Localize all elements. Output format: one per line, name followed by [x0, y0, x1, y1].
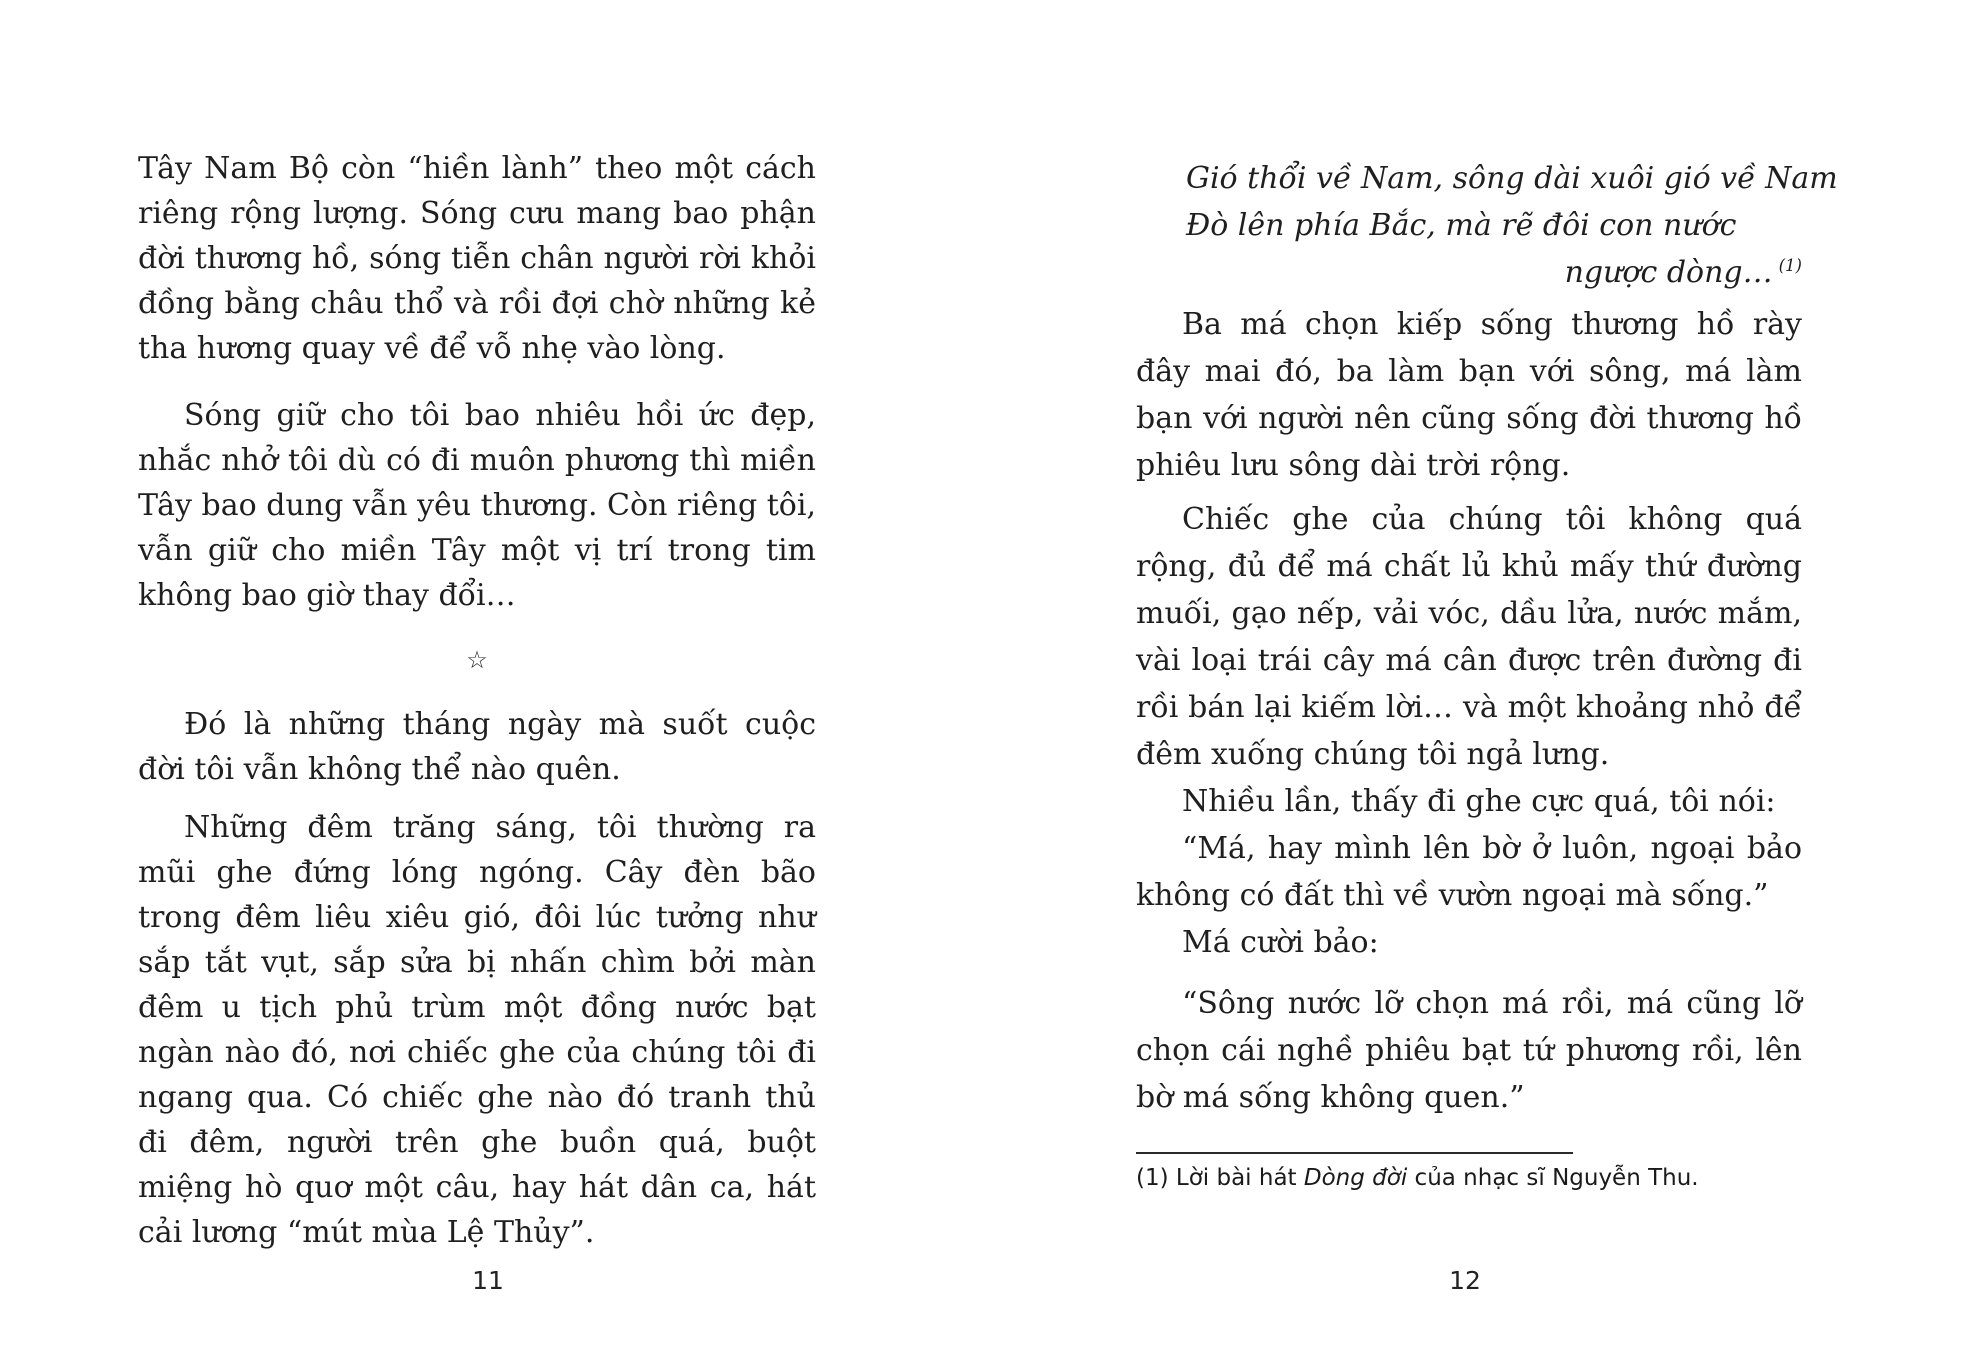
paragraph: Tây Nam Bộ còn “hiền lành” theo một cách riêng rộng lượng. Sóng cưu mang bao phận đời thương hồ, sóng tiễn chân người rời khỏi đồng bằng châu thổ và rồi đợi chờ những kẻ tha hương quay về để vỗ nhẹ vào lòng.: [138, 151, 816, 366]
star-separator-icon: ☆: [466, 646, 488, 674]
footnote-reference-superscript: (1): [1778, 256, 1802, 275]
footnote-prefix: Lời bài hát: [1168, 1165, 1304, 1191]
paragraph: Những đêm trăng sáng, tôi thường ra mũi ghe đứng lóng ngóng. Cây đèn bão trong đêm liêu xiêu gió, đôi lúc tưởng như sắp tắt vụt, sắp sửa bị nhấn chìm bởi màn đêm u tịch phủ trùm một đồng nước bạt ngàn nào đó, nơi chiếc ghe của chúng tôi đi ngang qua. Có chiếc ghe nào đó tranh thủ đi đêm, người trên ghe buồn quá, buột miệng hò quơ một câu, hay hát dân ca, hát cải lương “mút mùa Lệ Thủy”.: [138, 810, 816, 1250]
paragraph: Chiếc ghe của chúng tôi không quá rộng, đủ để má chất lủ khủ mấy thứ đường muối, gạo nếp, vải vóc, dầu lửa, nước mắm, vài loại trái cây má cân được trên đường đi rồi bán lại kiếm lời… và một khoảng nhỏ để đêm xuống chúng tôi ngả lưng.: [1136, 502, 1802, 772]
verse-line: Đò lên phía Bắc, mà rẽ đôi con nước: [1186, 208, 1737, 243]
paragraph: Đó là những tháng ngày mà suốt cuộc đời tôi vẫn không thể nào quên.: [138, 707, 816, 787]
paragraph: Má cười bảo:: [1182, 925, 1379, 960]
paragraph: “Má, hay mình lên bờ ở luôn, ngoại bảo không có đất thì về vườn ngoại mà sống.”: [1136, 831, 1802, 913]
verse-line-text: ngược dòng…: [1564, 255, 1773, 290]
section-separator: [138, 618, 816, 702]
paragraph: Nhiều lần, thấy đi ghe cực quá, tôi nói:: [1182, 784, 1776, 819]
footnote-ref: (1): [1136, 1165, 1169, 1191]
paragraph: Ba má chọn kiếp sống thương hồ rày đây mai đó, ba làm bạn với sông, má làm bạn với người nên cũng sống đời thương hồ phiêu lưu sông dài trời rộng.: [1136, 307, 1802, 483]
footnote-song-title: Dòng đời: [1303, 1165, 1408, 1191]
verse-line: Gió thổi về Nam, sông dài xuôi gió về Nam: [1186, 161, 1838, 196]
left-page: [138, 146, 816, 1255]
page-number-left: 11: [472, 1266, 504, 1295]
right-page: [1136, 155, 1838, 1121]
song-verse: [1186, 155, 1838, 296]
page-number-right: 12: [1449, 1266, 1481, 1295]
footnote-divider: [1136, 1152, 1573, 1154]
footnote-suffix: của nhạc sĩ Nguyễn Thu.: [1407, 1165, 1699, 1191]
footnote: [1136, 1152, 1802, 1193]
verse-line: [1186, 249, 1802, 296]
paragraph: “Sông nước lỡ chọn má rồi, má cũng lỡ chọn cái nghề phiêu bạt tứ phương rồi, lên bờ má sống không quen.”: [1136, 986, 1802, 1115]
footnote-text: [1136, 1163, 1802, 1193]
paragraph: Sóng giữ cho tôi bao nhiêu hồi ức đẹp, nhắc nhở tôi dù có đi muôn phương thì miền Tây bao dung vẫn yêu thương. Còn riêng tôi, vẫn giữ cho miền Tây một vị trí trong tim không bao giờ thay đổi…: [138, 398, 816, 613]
